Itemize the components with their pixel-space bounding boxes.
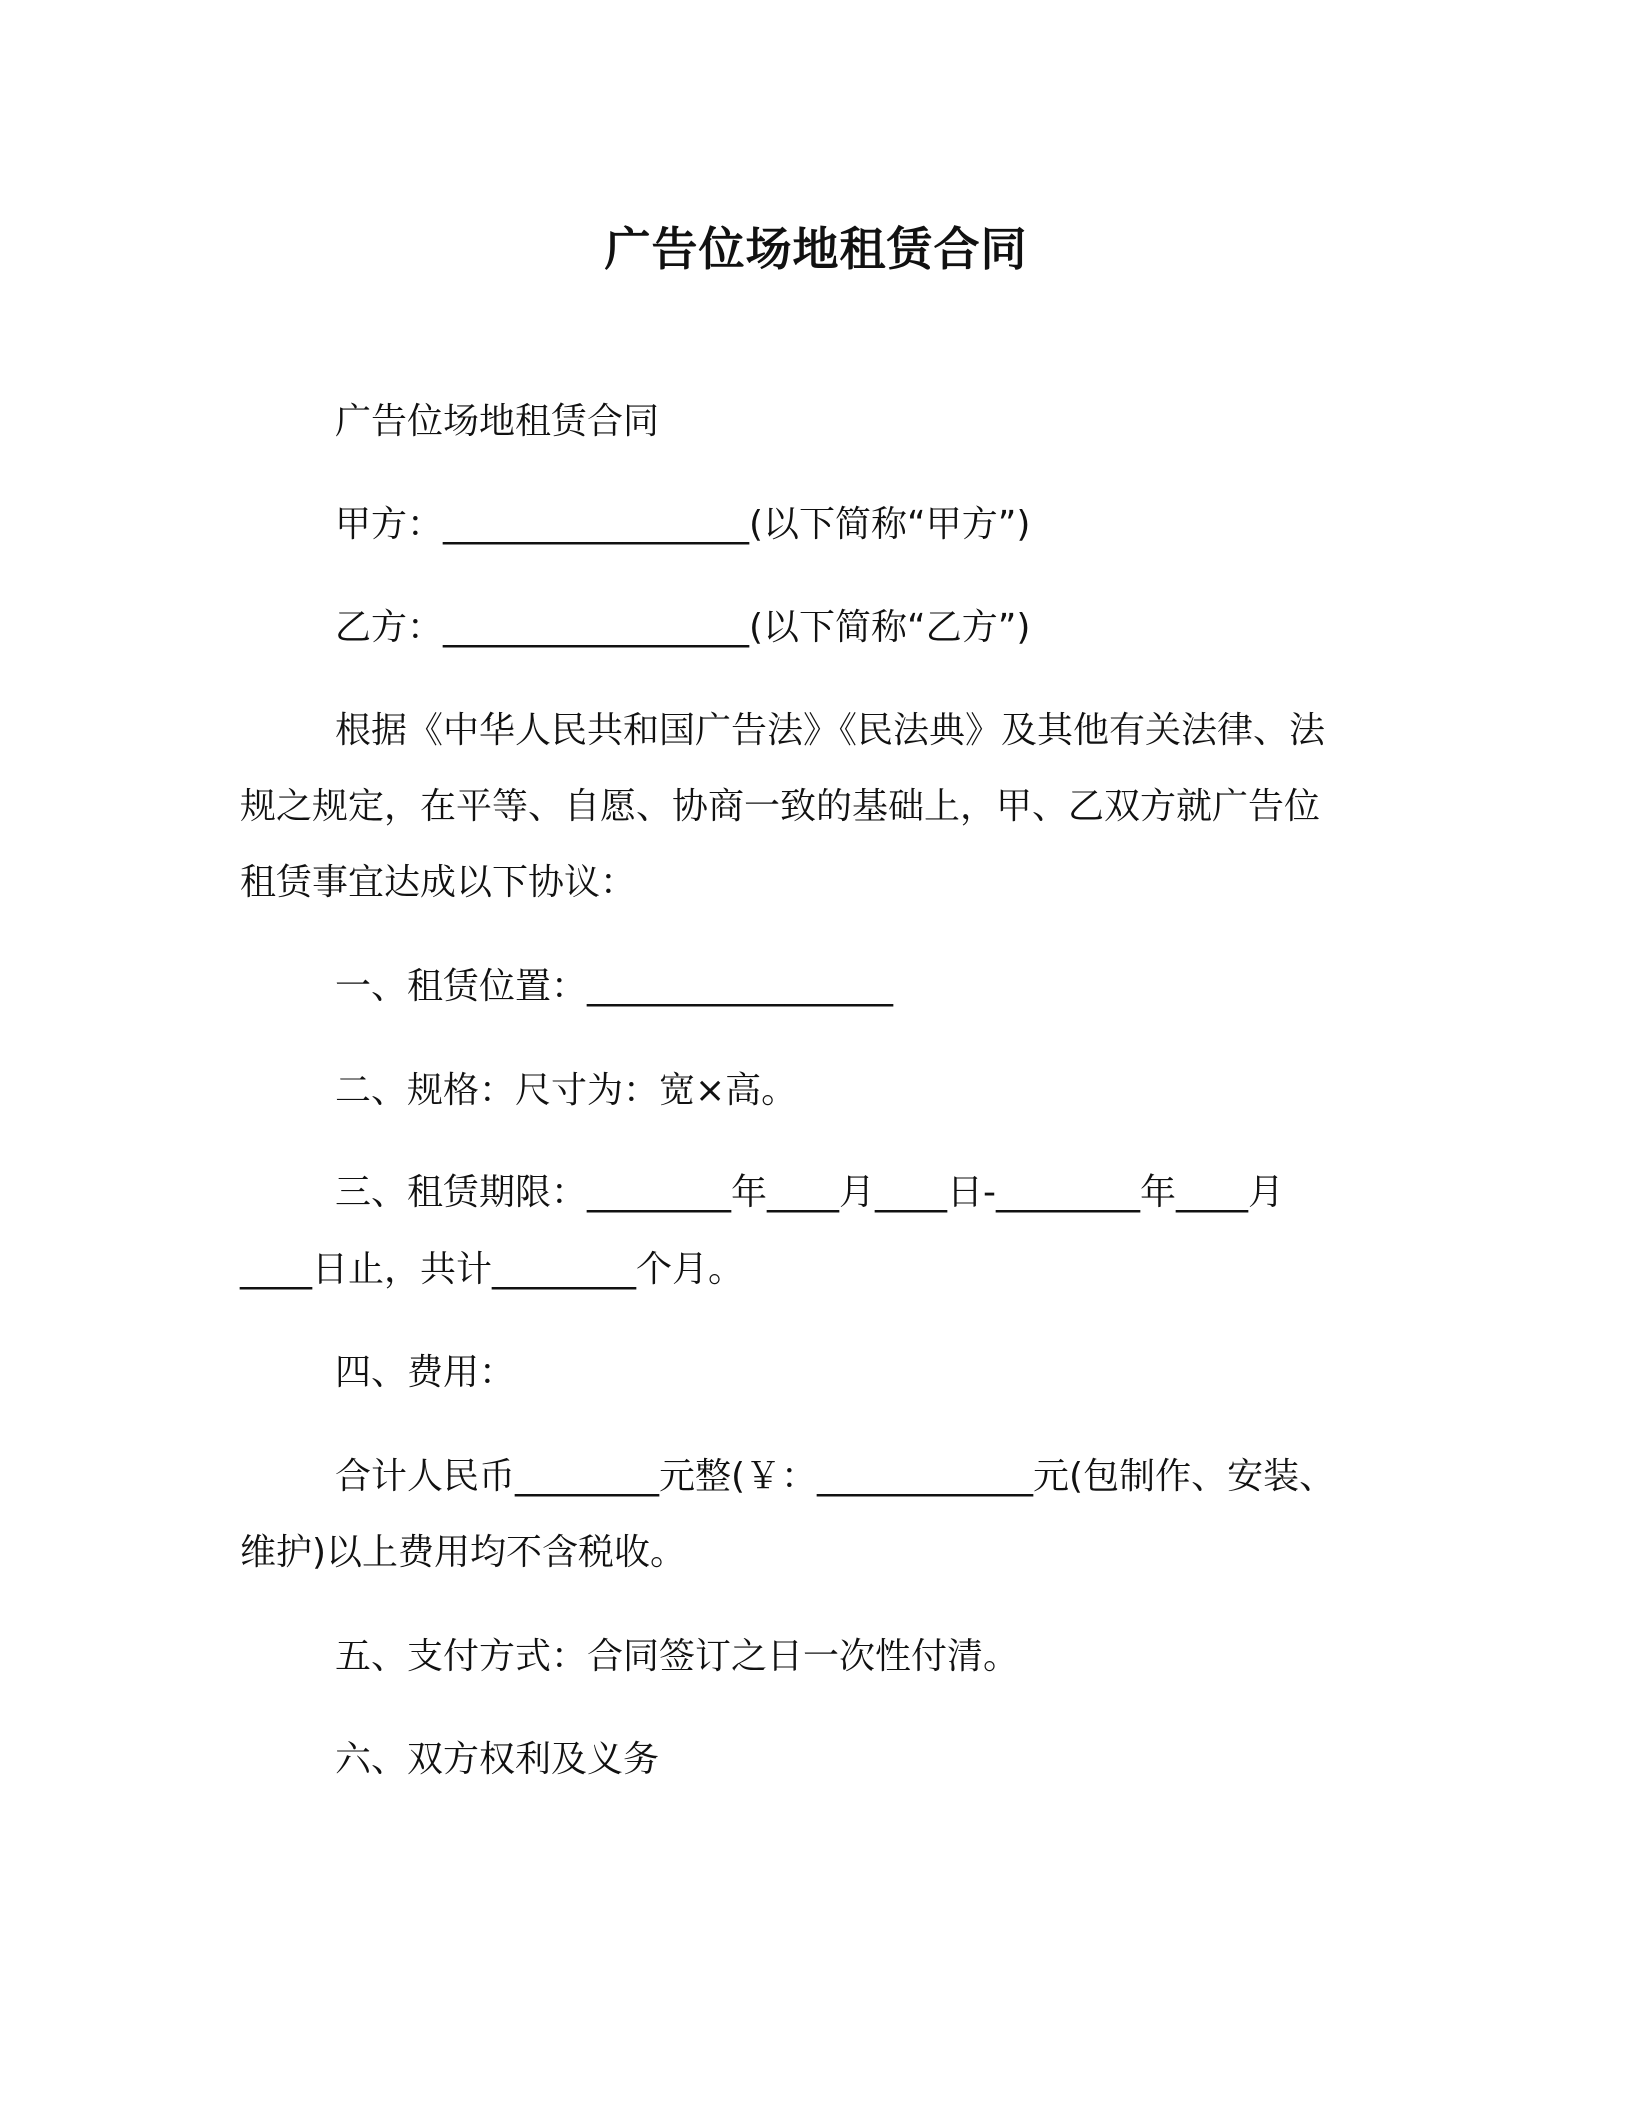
document-title: 广告位场地租赁合同 xyxy=(604,222,1028,276)
subtitle-line: 广告位场地租赁合同 xyxy=(335,401,660,442)
clause-term-line-1: 三、租赁期限：________年____月____日-________年____月 xyxy=(335,1172,1284,1213)
preamble-line-3: 租赁事宜达成以下协议： xyxy=(240,862,637,903)
clause-fees-line-2: 维护)以上费用均不含税收。 xyxy=(240,1532,687,1573)
preamble-line-2: 规之规定，在平等、自愿、协商一致的基础上，甲、乙双方就广告位 xyxy=(240,786,1321,827)
clause-location: 一、租赁位置：_________________ xyxy=(335,966,894,1007)
clause-rights-heading: 六、双方权利及义务 xyxy=(335,1739,660,1780)
party-a-line: 甲方：_________________(以下简称“甲方”) xyxy=(335,504,1031,545)
clause-fees-heading: 四、费用： xyxy=(335,1352,516,1393)
clause-term-line-2: ____日止，共计________个月。 xyxy=(240,1249,745,1290)
preamble-line-1: 根据《中华人民共和国广告法》《民法典》及其他有关法律、法 xyxy=(335,710,1326,751)
clause-specification: 二、规格：尺寸为：宽×高。 xyxy=(335,1070,798,1111)
clause-fees-line-1: 合计人民币________元整(￥：____________元(包制作、安装、 xyxy=(335,1456,1336,1497)
party-b-line: 乙方：_________________(以下简称“乙方”) xyxy=(335,607,1031,648)
clause-payment: 五、支付方式：合同签订之日一次性付清。 xyxy=(335,1636,1020,1677)
